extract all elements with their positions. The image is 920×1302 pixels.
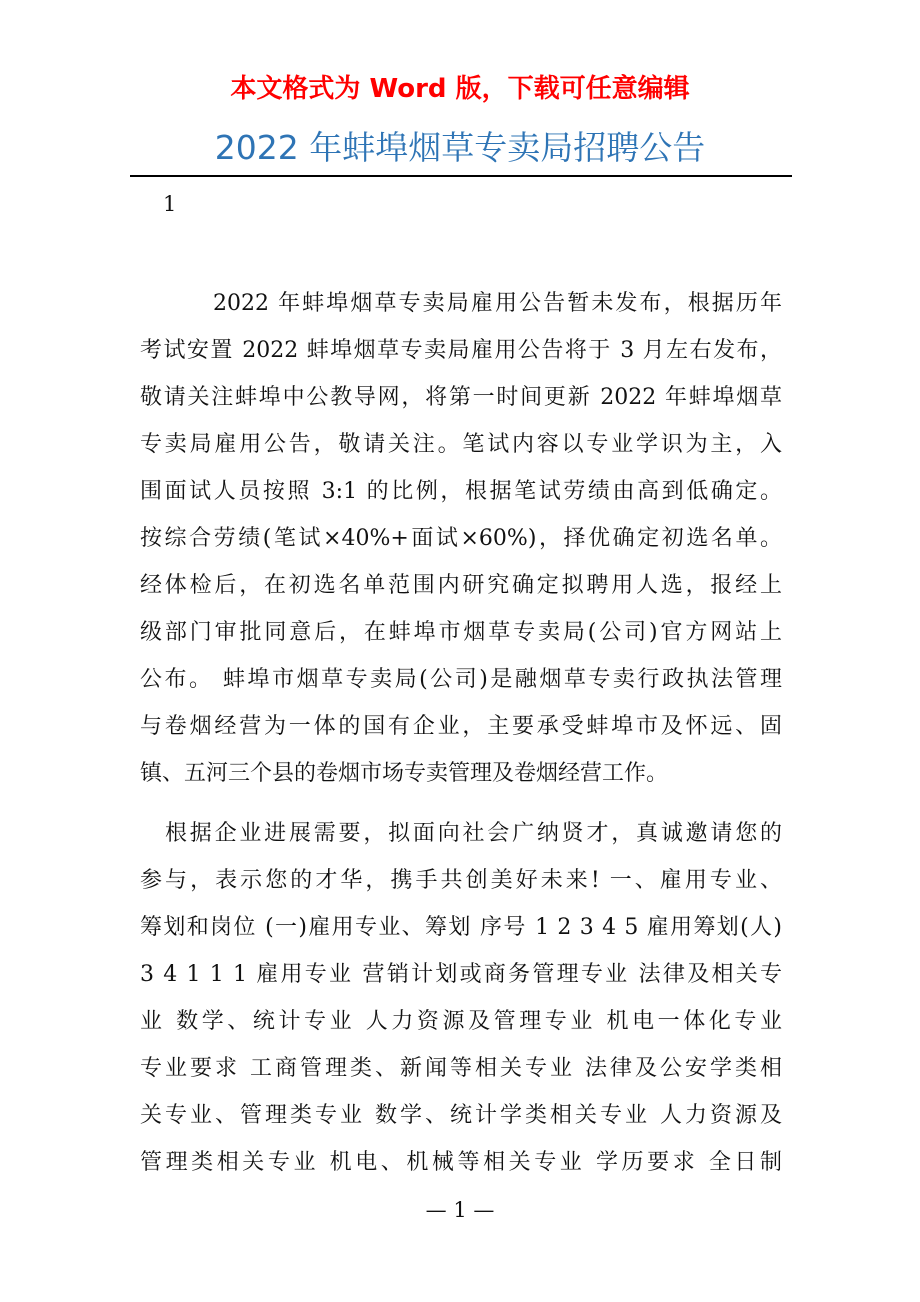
text-line: 专业要求 工商管理类、新闻等相关专业 法律及公安学类相 <box>140 1056 782 1081</box>
text-line: 专卖局雇用公告，敬请关注。笔试内容以专业学识为主，入 <box>140 432 782 457</box>
text-line: 管理类相关专业 机电、机械等相关专业 学历要求 全日制 <box>140 1150 782 1175</box>
text-line: 公布。 蚌埠市烟草专卖局(公司)是融烟草专卖行政执法管理 <box>140 667 782 692</box>
text-line: 围面试人员按照 3:1 的比例，根据笔试劳绩由高到低确定。 <box>140 479 782 504</box>
paragraph-1 <box>140 280 782 797</box>
text-line: 2022 年蚌埠烟草专卖局雇用公告暂未发布，根据历年 <box>213 291 782 316</box>
title-divider <box>130 175 792 177</box>
page-footer-number: — 1 — <box>425 1198 495 1222</box>
text-line: 敬请关注蚌埠中公教导网，将第一时间更新 2022 年蚌埠烟草 <box>140 385 782 410</box>
document-title: 2022 年蚌埠烟草专卖局招聘公告 <box>214 128 706 167</box>
paragraph-2 <box>140 810 782 1186</box>
text-line: 按综合劳绩(笔试×40%+面试×60%)，择优确定初选名单。 <box>140 526 782 551</box>
word-format-banner: 本文格式为 Word 版，下载可任意编辑 <box>230 74 690 104</box>
section-number: 1 <box>163 192 177 216</box>
text-line: 筹划和岗位 (一)雇用专业、筹划 序号 1 2 3 4 5 雇用筹划(人) <box>140 915 782 940</box>
text-line: 级部门审批同意后，在蚌埠市烟草专卖局(公司)官方网站上 <box>140 620 782 645</box>
text-line: 经体检后，在初选名单范围内研究确定拟聘用人选，报经上 <box>140 573 782 598</box>
text-line: 关专业、管理类专业 数学、统计学类相关专业 人力资源及 <box>140 1103 782 1128</box>
text-line: 3 4 1 1 1 雇用专业 营销计划或商务管理专业 法律及相关专 <box>140 962 782 987</box>
text-line: 参与，表示您的才华，携手共创美好未来! 一、雇用专业、 <box>140 868 782 893</box>
text-line: 考试安置 2022 蚌埠烟草专卖局雇用公告将于 3 月左右发布， <box>140 338 782 363</box>
text-line: 根据企业进展需要，拟面向社会广纳贤才，真诚邀请您的 <box>165 821 782 846</box>
text-line: 业 数学、统计专业 人力资源及管理专业 机电一体化专业 <box>140 1009 782 1034</box>
text-line: 与卷烟经营为一体的国有企业，主要承受蚌埠市及怀远、固 <box>140 714 782 739</box>
text-line: 镇、五河三个县的卷烟市场专卖管理及卷烟经营工作。 <box>140 761 669 786</box>
